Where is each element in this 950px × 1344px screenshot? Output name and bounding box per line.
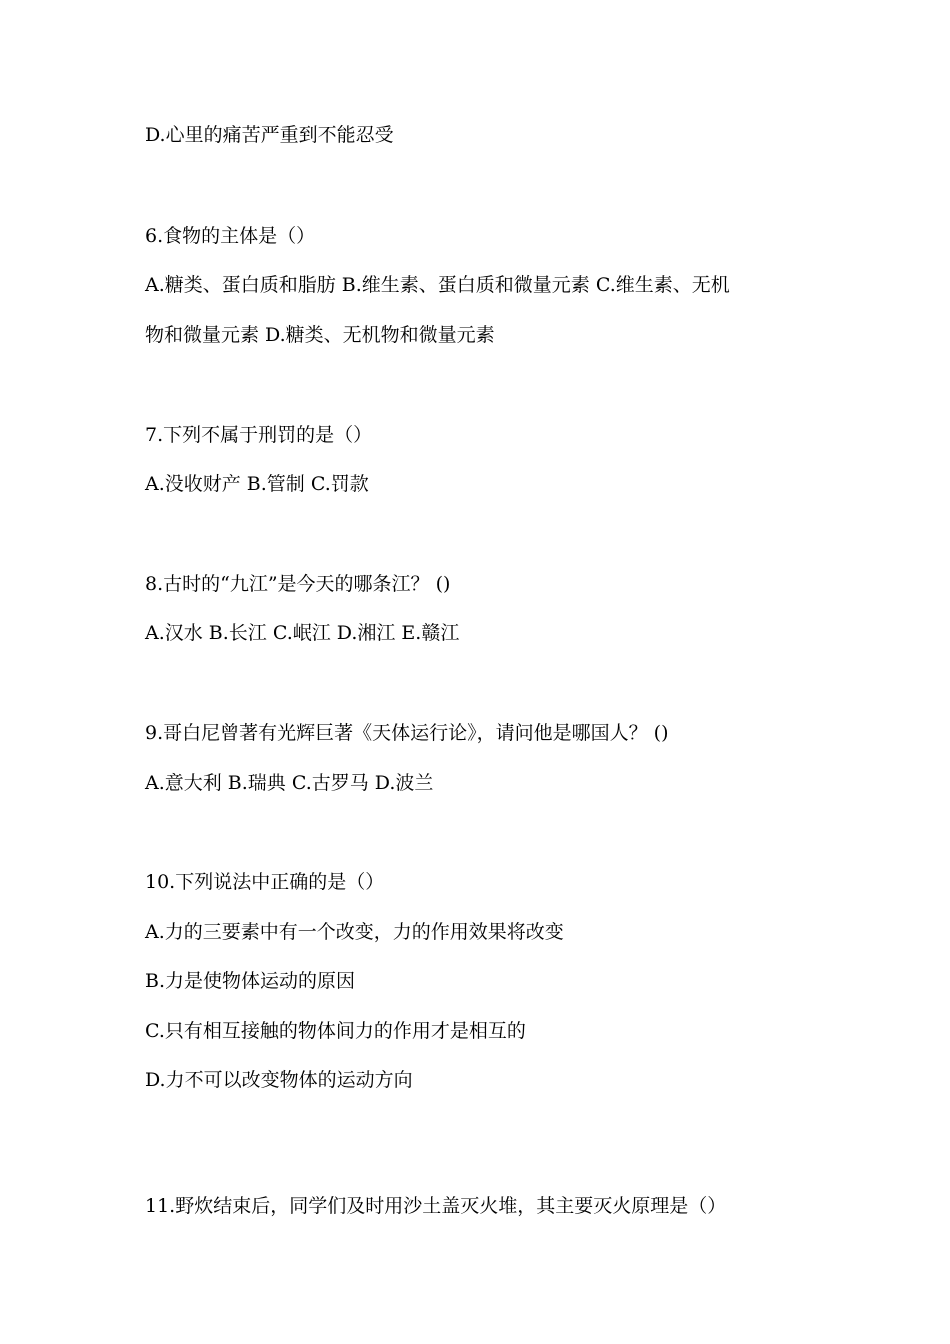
q9-stem: 9.哥白尼曾著有光辉巨著《天体运行论》，请问他是哪国人？ (): [145, 722, 669, 744]
q10-option-d: D.力不可以改变物体的运动方向: [145, 1069, 413, 1091]
q6-options-line2: 物和微量元素 D.糖类、无机物和微量元素: [145, 324, 495, 346]
q6-options-line1: A.糖类、蛋白质和脂肪 B.维生素、蛋白质和微量元素 C.维生素、无机: [145, 274, 730, 296]
q10-option-a: A.力的三要素中有一个改变，力的作用效果将改变: [145, 921, 564, 943]
q7-stem: 7.下列不属于刑罚的是（）: [145, 424, 373, 446]
q9-options: A.意大利 B.瑞典 C.古罗马 D.波兰: [145, 772, 434, 794]
q10-option-b: B.力是使物体运动的原因: [145, 970, 356, 992]
q6-stem: 6.食物的主体是（）: [145, 225, 316, 247]
q10-option-c: C.只有相互接触的物体间力的作用才是相互的: [145, 1020, 526, 1042]
q8-stem: 8.古时的“九江”是今天的哪条江？ (): [145, 573, 451, 595]
q5-option-d: D.心里的痛苦严重到不能忍受: [145, 124, 394, 146]
q10-stem: 10.下列说法中正确的是（）: [145, 871, 385, 893]
q11-stem: 11.野炊结束后，同学们及时用沙土盖灭火堆，其主要灭火原理是（）: [145, 1195, 727, 1217]
q7-options: A.没收财产 B.管制 C.罚款: [145, 473, 369, 495]
q8-options: A.汉水 B.长江 C.岷江 D.湘江 E.赣江: [145, 622, 460, 644]
